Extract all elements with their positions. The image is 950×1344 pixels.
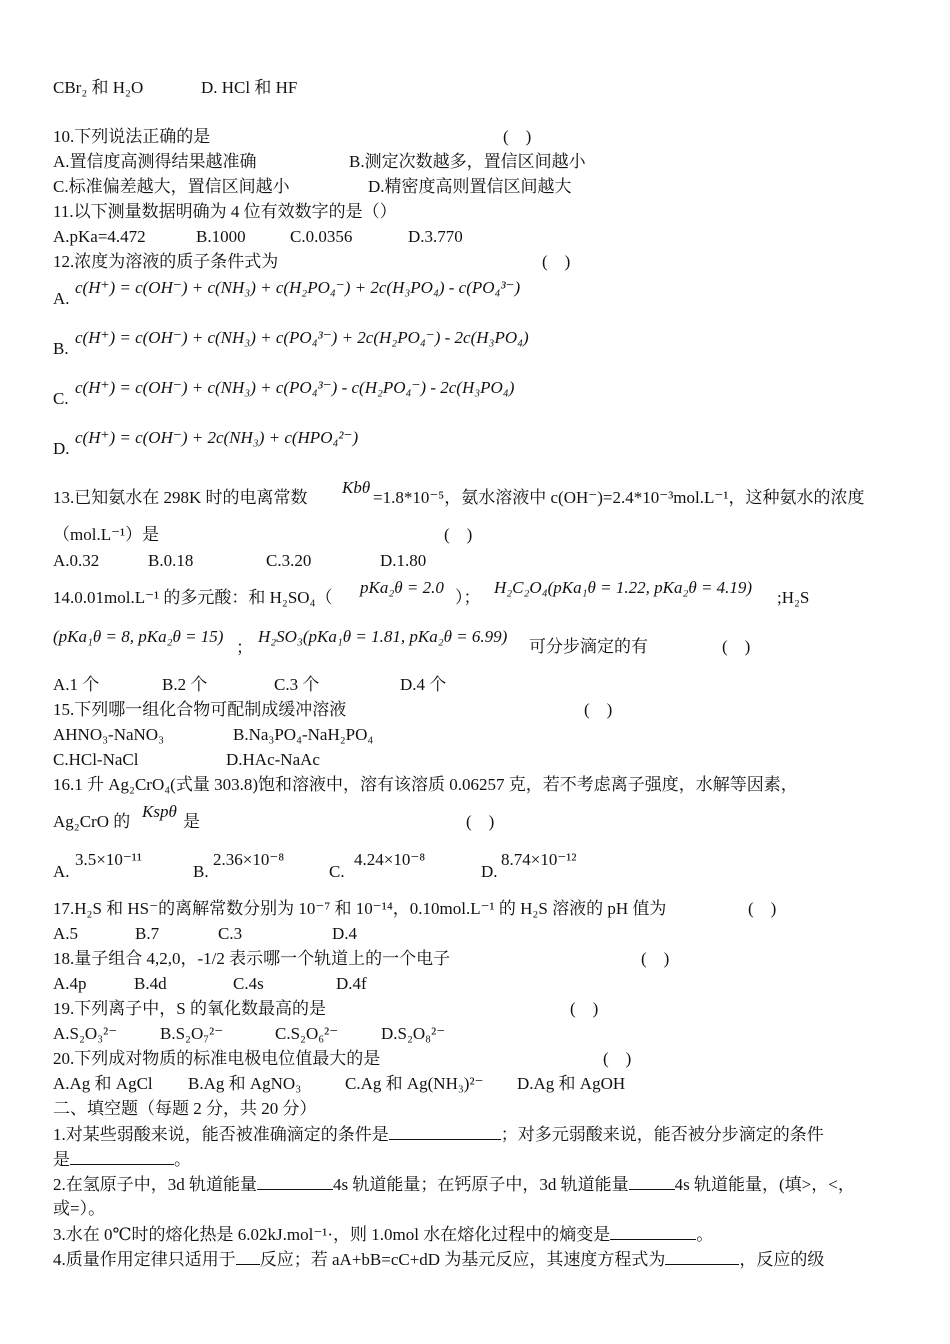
- answer-paren: ( ): [542, 252, 571, 271]
- option-c: C.3.20: [266, 551, 312, 570]
- option-b: B.S₂O₇²⁻: [160, 1024, 224, 1043]
- option-b-value: 2.36×10⁻⁸: [213, 850, 285, 869]
- option-b: B.7: [135, 924, 160, 943]
- option-b: B.Na₃PO₄-NaH₂PO₄: [233, 725, 374, 744]
- option-d-value: 8.74×10⁻¹²: [501, 850, 577, 869]
- option-d: D.精密度高则置信区间越大: [368, 177, 572, 196]
- fill-4-text-a: 4.质量作用定律只适用于: [53, 1250, 236, 1269]
- answer-blank[interactable]: [629, 1174, 675, 1190]
- fill-2-text-b: 4s 轨道能量；在钙原子中，3d 轨道能量: [333, 1175, 629, 1194]
- answer-blank[interactable]: [257, 1174, 333, 1190]
- option-a: A.4p: [53, 974, 87, 993]
- answer-paren: ( ): [641, 949, 670, 968]
- question-14: 14.0.01mol.L⁻¹ 的多元酸：和 H₂SO₄（: [53, 588, 333, 607]
- option-c-partial: CBr₂ 和 H₂O: [53, 78, 144, 97]
- option-c-value: 4.24×10⁻⁸: [354, 850, 426, 869]
- option-d: D.4 个: [400, 675, 447, 694]
- question-11: 11.以下测量数据明确为 4 位有效数字的是（）: [53, 202, 397, 221]
- option-d-label: D.: [53, 439, 70, 458]
- fill-3-text-a: 3.水在 0℃时的熔化热是 6.02kJ.mol⁻¹·，则 1.0mol 水在熔化过程中的熵变是: [53, 1225, 611, 1244]
- answer-blank[interactable]: [236, 1249, 260, 1265]
- section-heading: 二、填空题（每题 2 分，共 20 分）: [53, 1099, 317, 1118]
- question-16: 16.1 升 Ag₂CrO₄(式量 303.8)饱和溶液中，溶有该溶质 0.06257 克，若不考虑离子强度，水解等因素，: [53, 775, 798, 794]
- question-14-sep: ）；: [455, 588, 481, 607]
- question-16-cont: Ag₂CrO 的: [53, 812, 131, 831]
- option-a: AHNO₃-NaNO₃: [53, 725, 164, 744]
- option-c-label: C.: [53, 389, 69, 408]
- option-a: A.S₂O₃²⁻: [53, 1024, 118, 1043]
- question-18: 18.量子组合 4,2,0，-1/2 表示哪一个轨道上的一个电子: [53, 949, 451, 968]
- question-16-end: 是: [183, 812, 200, 831]
- question-17: 17.H₂S 和 HS⁻的离解常数分别为 10⁻⁷ 和 10⁻¹⁴，0.10mol.L⁻¹ 的 H₂S 溶液的 pH 值为: [53, 899, 667, 918]
- answer-paren: ( ): [748, 899, 777, 918]
- question-15: 15.下列哪一组化合物可配制成缓冲溶液: [53, 700, 347, 719]
- fill-question-1-cont: [53, 1149, 191, 1170]
- option-d: D.1.80: [380, 551, 427, 570]
- answer-paren: ( ): [503, 127, 532, 146]
- answer-blank[interactable]: [610, 1224, 696, 1240]
- option-d: D.Ag 和 AgOH: [517, 1074, 626, 1093]
- question-13: 13.已知氨水在 298K 时的电离常数: [53, 488, 308, 507]
- fill-question-2-cont: 或=）。: [53, 1199, 106, 1218]
- option-d-label: D.: [481, 862, 498, 881]
- option-c: C.3: [218, 924, 243, 943]
- equation-a: c(H⁺) = c(OH⁻) + c(NH₃) + c(H₂PO₄⁻) + 2c(H₃PO₄) - c(PO₄³⁻): [75, 278, 521, 297]
- option-a: A.pKa=4.472: [53, 227, 146, 246]
- fill-question-3: [53, 1224, 713, 1245]
- equation-c: c(H⁺) = c(OH⁻) + c(NH₃) + c(PO₄³⁻) - c(H₂PO₄⁻) - 2c(H₃PO₄): [75, 378, 515, 397]
- option-b-label: B.: [193, 862, 209, 881]
- option-b: B.1000: [196, 227, 246, 246]
- option-c: C.S₂O₆²⁻: [275, 1024, 339, 1043]
- option-d: D.S₂O₈²⁻: [381, 1024, 446, 1043]
- pka-expression-4: H₂SO₃(pKa₁θ = 1.81, pKa₂θ = 6.99): [258, 627, 508, 646]
- fill-1-text-d: 。: [174, 1150, 191, 1169]
- fill-1-text-c: 是: [53, 1150, 70, 1169]
- fill-question-4: [53, 1249, 824, 1270]
- pka-expression-2: H₂C₂O₄(pKa₁θ = 1.22, pKa₂θ = 4.19): [494, 578, 753, 597]
- fill-4-text-c: ，反应的级: [739, 1250, 825, 1269]
- question-14-h2s: ;H₂S: [777, 588, 810, 607]
- option-a-value: 3.5×10⁻¹¹: [75, 850, 143, 869]
- option-c: C.标准偏差越大，置信区间越小: [53, 177, 290, 196]
- option-a: A.0.32: [53, 551, 100, 570]
- answer-paren: ( ): [466, 812, 495, 831]
- option-b: B.2 个: [162, 675, 208, 694]
- fill-question-2: [53, 1174, 855, 1195]
- option-c: C.3 个: [274, 675, 320, 694]
- option-a-label: A.: [53, 289, 70, 308]
- answer-blank[interactable]: [389, 1124, 501, 1140]
- option-d: D.4f: [336, 974, 367, 993]
- fill-1-text-a: 1.对某些弱酸来说，能否被准确滴定的条件是: [53, 1125, 389, 1144]
- question-19: 19.下列离子中，S 的氧化数最高的是: [53, 999, 326, 1018]
- option-b: B.Ag 和 AgNO₃: [188, 1074, 302, 1093]
- answer-paren: ( ): [584, 700, 613, 719]
- option-c: C.HCl-NaCl: [53, 750, 139, 769]
- option-b-label: B.: [53, 339, 69, 358]
- question-10: 10.下列说法正确的是: [53, 127, 211, 146]
- pka-expression-1: pKa₂θ = 2.0: [360, 578, 444, 597]
- option-b: B.4d: [134, 974, 167, 993]
- fill-2-text-c: 4s 轨道能量，(填>，<，: [674, 1175, 855, 1194]
- option-d: D.HAc-NaAc: [226, 750, 320, 769]
- option-d: D.3.770: [408, 227, 463, 246]
- answer-blank[interactable]: [70, 1149, 174, 1165]
- option-a: A.1 个: [53, 675, 100, 694]
- kb-symbol: Kbθ: [342, 478, 371, 497]
- fill-3-text-b: 。: [696, 1225, 714, 1244]
- question-14-end: 可分步滴定的有: [529, 637, 648, 656]
- answer-blank[interactable]: [665, 1249, 739, 1265]
- answer-paren: ( ): [570, 999, 599, 1018]
- option-a: A.置信度高测得结果越准确: [53, 152, 257, 171]
- question-14-sep2: ；: [236, 638, 253, 657]
- pka-expression-3: (pKa₁θ = 8, pKa₂θ = 15): [53, 627, 224, 646]
- option-c: C.0.0356: [290, 227, 353, 246]
- option-a-label: A.: [53, 862, 70, 881]
- option-d: D. HCl 和 HF: [201, 78, 298, 97]
- equation-d: c(H⁺) = c(OH⁻) + 2c(NH₃) + c(HPO₄²⁻): [75, 428, 359, 447]
- fill-question-1: [53, 1124, 824, 1145]
- option-c-label: C.: [329, 862, 345, 881]
- fill-2-text-a: 2.在氢原子中，3d 轨道能量: [53, 1175, 257, 1194]
- equation-b: c(H⁺) = c(OH⁻) + c(NH₃) + c(PO₄³⁻) + 2c(H₂PO₄⁻) - 2c(H₃PO₄): [75, 328, 529, 347]
- option-c: C.4s: [233, 974, 264, 993]
- answer-paren: ( ): [444, 525, 473, 544]
- fill-1-text-b: ；对多元弱酸来说，能否被分步滴定的条件: [500, 1125, 824, 1144]
- option-b: B.测定次数越多，置信区间越小: [349, 152, 586, 171]
- question-13-end: （mol.L⁻¹）是: [53, 525, 160, 544]
- option-d: D.4: [332, 924, 358, 943]
- option-b: B.0.18: [148, 551, 194, 570]
- option-a: A.5: [53, 924, 79, 943]
- option-a: A.Ag 和 AgCl: [53, 1074, 153, 1093]
- fill-4-text-b: 反应；若 aA+bB=cC+dD 为基元反应，其速度方程式为: [259, 1250, 666, 1269]
- ksp-symbol: Kspθ: [142, 802, 177, 821]
- option-c: C.Ag 和 Ag(NH₃)²⁻: [345, 1074, 484, 1093]
- question-12: 12.浓度为溶液的质子条件式为: [53, 252, 279, 271]
- answer-paren: ( ): [603, 1049, 632, 1068]
- answer-paren: ( ): [722, 637, 751, 656]
- question-13-cont: =1.8*10⁻⁵，氨水溶液中 c(OH⁻)=2.4*10⁻³mol.L⁻¹，这种氨水的浓度: [373, 488, 865, 507]
- question-20: 20.下列成对物质的标准电极电位值最大的是: [53, 1049, 381, 1068]
